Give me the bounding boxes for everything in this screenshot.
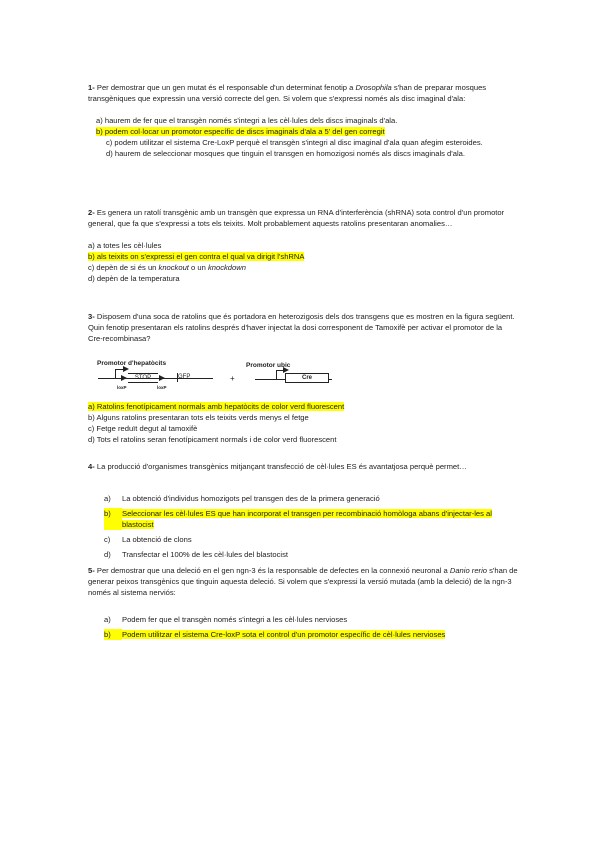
- options-list: [88, 401, 518, 445]
- question-text: Per demostrar que una deleció en el gen ngn-3 és la responsable de defectes en la connexió neuronal a: [96, 566, 448, 575]
- option-c[interactable]: [88, 262, 518, 273]
- option-a[interactable]: [104, 493, 518, 504]
- option-c-text: o un: [191, 263, 206, 272]
- option-d[interactable]: [104, 549, 518, 560]
- loxp-site-icon: [121, 375, 127, 381]
- question-4: [88, 461, 518, 472]
- option-text-wrap: [122, 629, 445, 640]
- option-label: b): [104, 629, 122, 640]
- option-b-text: b) podem col·locar un promotor específic de discs imaginals d'ala a 5' del gen corregit: [96, 127, 385, 136]
- transgene-diagram: [95, 357, 335, 399]
- promoter-arrowhead: [123, 366, 129, 372]
- options-list: [88, 240, 518, 284]
- option-label: b): [104, 508, 122, 530]
- question-5-options: [104, 614, 518, 640]
- question-3: [88, 311, 518, 344]
- option-c[interactable]: c) podem utilitzar el sistema Cre-LoxP perquè el transgèn s'integri al disc imaginal d'ala quan afegim esteroides.: [106, 138, 483, 147]
- option-label: a): [104, 494, 111, 503]
- option-a[interactable]: [104, 614, 518, 625]
- option-text: Seleccionar les cèl·lules ES que han incorporat el transgen per recombinació homòloga abans d'injectar-les al blastocist: [122, 509, 492, 529]
- question-4-options: [104, 493, 518, 560]
- question-2: [88, 207, 518, 284]
- option-c-text: c) depèn de si és un: [88, 263, 157, 272]
- question-text: Disposem d'una soca de ratolins que és portadora en heterozigosis dels dos transgens que es mostren en la figura següent. Quin fenotip presentaran els ratolins després d'haver injectat la dosi corresponent de Tamoxifè per activar el promotor de la Cre-recombinasa?: [88, 312, 515, 343]
- loxp-label: loxP: [117, 385, 127, 390]
- option-a[interactable]: a) a totes les cèl·lules: [88, 241, 162, 250]
- question-text: s'han de generar peixos transgènics que tinguin aquesta deleció. Si volem que s'expressi la versió mutada (amb la deleció) de la ngn-3 només al sistema nerviós:: [88, 566, 518, 597]
- option-text-wrap: [122, 508, 518, 530]
- gfp-label: GFP: [178, 374, 191, 380]
- question-1: [88, 82, 518, 159]
- species-name: Drosophila: [355, 83, 392, 92]
- option-text: Podem utilitzar el sistema Cre-loxP sota el control d'un promotor específic de cèl·lules nervioses: [122, 630, 446, 639]
- question-3-options: [88, 401, 518, 445]
- stop-cassette: [128, 373, 158, 383]
- option-d[interactable]: d) haurem de seleccionar mosques que tinguin el transgen en homozigosi només als discs imaginals d'ala.: [106, 149, 465, 158]
- question-1-stem: [88, 82, 518, 104]
- question-4-stem: [88, 461, 518, 472]
- question-number: 1-: [88, 83, 95, 92]
- option-b[interactable]: [88, 126, 518, 137]
- term-knockout: knockout: [158, 263, 189, 272]
- option-a[interactable]: [88, 401, 518, 412]
- option-c[interactable]: c) Fetge reduït degut al tamoxifè: [88, 424, 198, 433]
- question-text: s'han de preparar mosques transgèniques que expressin una versió correcte del gen. Si volem que s'expressi només als disc imaginal d'ala:: [88, 83, 487, 103]
- loxp-label: loxP: [157, 385, 167, 390]
- option-label: d): [104, 550, 111, 559]
- question-2-stem: [88, 207, 518, 229]
- hepatocyte-promoter-label: Promotor d'hepatòcits: [97, 360, 167, 367]
- stop-label: STOP: [134, 375, 152, 381]
- option-c[interactable]: [104, 534, 518, 545]
- ubiquitous-promoter-label: Promotor ubic: [246, 362, 291, 369]
- question-text: La producció d'organismes transgènics mitjançant transfecció de cèl·lules ES és avantatjosa perquè permet…: [96, 462, 467, 471]
- options-list: [88, 115, 518, 159]
- option-b[interactable]: [104, 508, 518, 530]
- cre-gene: [285, 373, 329, 383]
- question-text: Per demostrar que un gen mutat és el responsable d'un determinat fenotip a: [96, 83, 354, 92]
- loxp-site-icon: [159, 375, 165, 381]
- option-text: Transfectar el 100% de les cèl·lules del blastocist: [122, 550, 289, 559]
- question-number: 2-: [88, 208, 95, 217]
- question-5: [88, 565, 518, 598]
- question-number: 4-: [88, 462, 95, 471]
- question-3-stem: [88, 311, 518, 344]
- option-d[interactable]: d) depèn de la temperatura: [88, 274, 180, 283]
- option-b[interactable]: b) Alguns ratolins presentaran tots els teixits verds menys el fetge: [88, 413, 309, 422]
- question-number: 5-: [88, 566, 95, 575]
- option-label: c): [104, 535, 111, 544]
- option-b[interactable]: [88, 251, 518, 262]
- option-b[interactable]: [104, 629, 518, 640]
- question-5-stem: [88, 565, 518, 598]
- question-number: 3-: [88, 312, 95, 321]
- plus-sign: +: [230, 374, 235, 383]
- option-text: La obtenció d'individus homozigots pel transgen des de la primera generació: [122, 494, 380, 503]
- species-name: Danio rerio: [449, 566, 487, 575]
- option-d[interactable]: d) Tots el ratolins seran fenotípicament normals i de color verd fluorescent: [88, 435, 337, 444]
- option-label: a): [104, 615, 111, 624]
- option-a[interactable]: a) haurem de fer que el transgèn només s'integri a les cèl·lules dels discs imaginals d'ala.: [96, 116, 398, 125]
- question-text: Es genera un ratolí transgènic amb un transgèn que expressa un RNA d'interferència (shRNA) sota control d'un promotor general, que fa que s'expressi a tots els teixits. Molt probablement aquests ratolins presentaran anomalies…: [88, 208, 505, 228]
- option-text: La obtenció de clons: [122, 535, 192, 544]
- option-a-text: a) Ratolins fenotípicament normals amb hepatòcits de color verd fluorescent: [88, 402, 345, 411]
- option-b-text: b) als teixits on s'expressi el gen contra el qual va dirigit l'shRNA: [88, 252, 305, 261]
- term-knockdown: knockdown: [207, 263, 246, 272]
- option-text: Podem fer que el transgèn només s'integri a les cèl·lules nervioses: [122, 615, 348, 624]
- gfp-gene: [178, 373, 208, 381]
- cre-label: Cre: [301, 375, 312, 381]
